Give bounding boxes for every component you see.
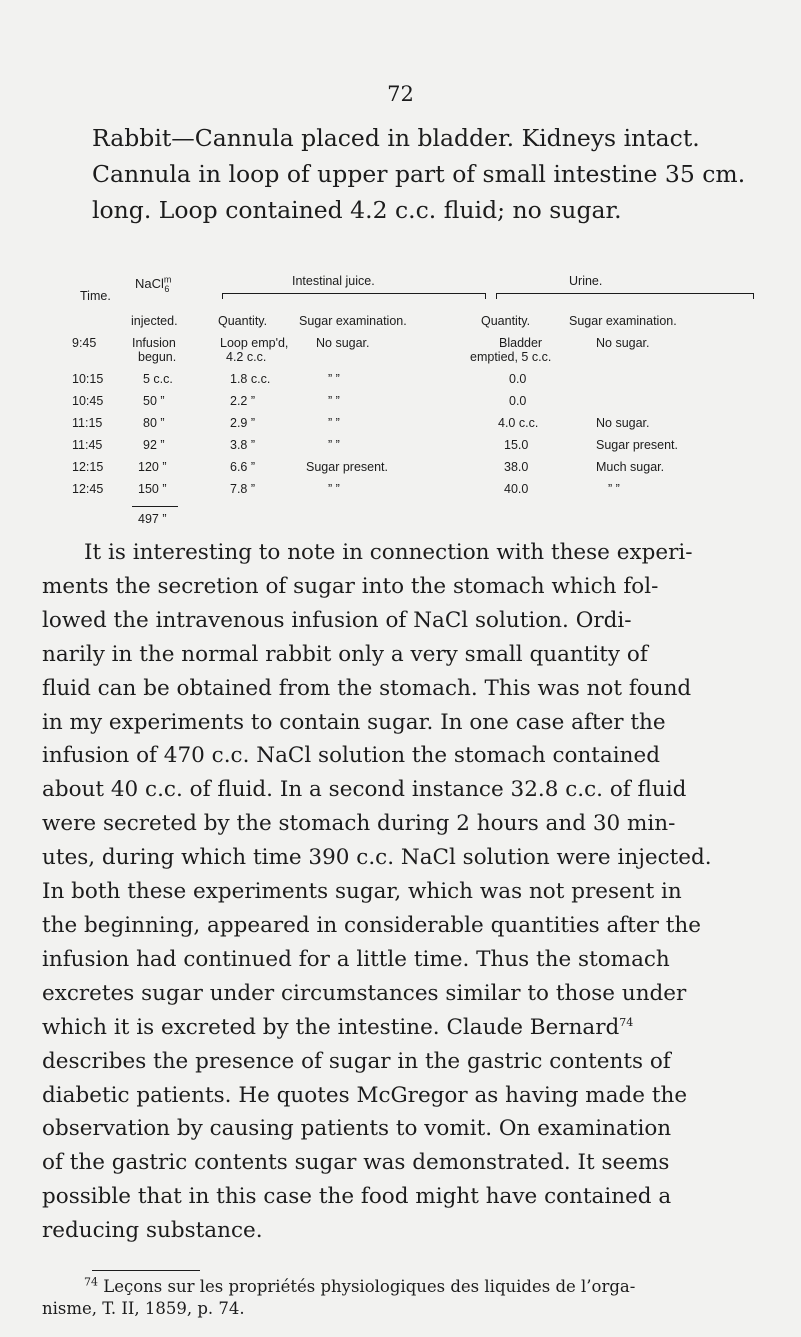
footnote-marker: 74 xyxy=(84,1275,98,1289)
cell-nacl: 80 ” xyxy=(143,416,165,430)
cell-nacl: 150 ” xyxy=(138,482,167,496)
header-int-sugar: Sugar examination. xyxy=(299,314,407,328)
cell-ur-sugar: Sugar present. xyxy=(596,438,678,452)
body-line: lowed the intravenous infusion of NaCl solution. Ordi- xyxy=(42,607,632,633)
body-line: describes the presence of sugar in the gastric contents of xyxy=(42,1048,671,1074)
cell-int-quantity: 3.8 ” xyxy=(230,438,256,452)
cell-ur-sugar: No sugar. xyxy=(596,416,650,430)
cell-nacl: 5 c.c. xyxy=(143,372,173,386)
header-nacl-injected: injected. xyxy=(131,314,178,328)
cell-ur-quantity: Bladder xyxy=(499,336,543,350)
body-line-with-ref: which it is excreted by the intestine. Claude Bernard$^{74}$ xyxy=(42,1014,634,1040)
cell-ur-quantity: 38.0 xyxy=(504,460,529,474)
header-ur-sugar: Sugar examination. xyxy=(569,314,677,328)
cell-time: 10:15 xyxy=(72,372,104,386)
nacl-total: 497 ” xyxy=(138,512,167,526)
footnote-line: Leçons sur les propriétés physiologiques des liquides de l’orga- xyxy=(103,1277,636,1296)
cell-int-sugar: Sugar present. xyxy=(306,460,388,474)
header-nacl: NaCl$^m_6$ xyxy=(135,274,172,294)
cell-int-sugar: No sugar. xyxy=(316,336,370,350)
footnote-line: nisme, T. II, 1859, p. 74. xyxy=(42,1299,245,1318)
header-time: Time. xyxy=(80,289,111,303)
cell-nacl: 50 ” xyxy=(143,394,165,408)
body-line: observation by causing patients to vomit. On examination xyxy=(42,1116,672,1142)
body-line: of the gastric contents sugar was demonstrated. It seems xyxy=(42,1150,670,1176)
cell-ur-sugar: Much sugar. xyxy=(596,460,665,474)
cell-time: 9:45 xyxy=(72,336,97,350)
body-line: about 40 c.c. of fluid. In a second instance 32.8 c.c. of fluid xyxy=(42,777,687,803)
body-line: narily in the normal rabbit only a very small quantity of xyxy=(42,641,648,667)
intro-line: Cannula in loop of upper part of small intestine 35 cm. xyxy=(92,160,746,188)
cell-ur-quantity: emptied, 5 c.c. xyxy=(470,350,552,364)
body-line: excretes sugar under circumstances similar to those under xyxy=(42,980,687,1006)
header-intestinal-juice: Intestinal juice. xyxy=(292,274,375,288)
body-line: infusion of 470 c.c. NaCl solution the stomach contained xyxy=(42,743,660,769)
body-line: possible that in this case the food might have contained a xyxy=(42,1184,672,1210)
cell-int-quantity: 2.2 ” xyxy=(230,394,256,408)
cell-nacl: Infusion xyxy=(132,336,176,350)
body-line: were secreted by the stomach during 2 hours and 30 min- xyxy=(42,811,676,837)
body-paragraph xyxy=(42,536,762,1248)
cell-int-quantity: Loop emp'd, xyxy=(220,336,289,350)
cell-int-quantity: 6.6 ” xyxy=(230,460,256,474)
body-line: in my experiments to contain sugar. In one case after the xyxy=(42,709,666,735)
body-line: It is interesting to note in connection with these experi- xyxy=(84,540,693,565)
cell-time: 11:45 xyxy=(72,438,103,452)
header-urine: Urine. xyxy=(569,274,603,288)
cell-int-sugar: ” ” xyxy=(328,416,340,430)
page-number: 72 xyxy=(387,82,414,106)
cell-nacl: 92 ” xyxy=(143,438,165,452)
footnote-rule xyxy=(92,1270,200,1271)
cell-ur-sugar: ” ” xyxy=(608,482,620,496)
cell-time: 10:45 xyxy=(72,394,104,408)
cell-ur-quantity: 0.0 xyxy=(509,394,527,408)
body-line: reducing substance. xyxy=(42,1218,263,1244)
cell-int-quantity: 1.8 c.c. xyxy=(230,372,271,386)
cell-ur-quantity: 0.0 xyxy=(509,372,527,386)
cell-int-sugar: ” ” xyxy=(328,482,340,496)
cell-time: 12:45 xyxy=(72,482,104,496)
cell-int-quantity: 2.9 ” xyxy=(230,416,256,430)
body-line: utes, during which time 390 c.c. NaCl solution were injected. xyxy=(42,845,712,871)
cell-int-sugar: ” ” xyxy=(328,438,340,452)
urine-brace xyxy=(496,293,754,294)
cell-ur-quantity: 15.0 xyxy=(504,438,529,452)
cell-nacl: 120 ” xyxy=(138,460,167,474)
footnote-ref: 74 xyxy=(619,1015,634,1029)
cell-ur-quantity: 40.0 xyxy=(504,482,529,496)
cell-int-sugar: ” ” xyxy=(328,372,340,386)
body-line: diabetic patients. He quotes McGregor as having made the xyxy=(42,1082,688,1108)
header-ur-quantity: Quantity. xyxy=(481,314,531,328)
cell-time: 12:15 xyxy=(72,460,104,474)
body-line: infusion had continued for a little time. Thus the stomach xyxy=(42,946,670,972)
total-rule xyxy=(132,506,178,507)
body-line: ments the secretion of sugar into the stomach which fol- xyxy=(42,573,659,599)
body-line: the beginning, appeared in considerable quantities after the xyxy=(42,912,701,938)
cell-int-quantity: 4.2 c.c. xyxy=(226,350,267,364)
intro-line: long. Loop contained 4.2 c.c. fluid; no sugar. xyxy=(92,196,622,224)
intro-paragraph xyxy=(92,120,752,228)
cell-nacl: begun. xyxy=(138,350,177,364)
cell-int-sugar: ” ” xyxy=(328,394,340,408)
cell-ur-sugar: No sugar. xyxy=(596,336,650,350)
intestinal-brace xyxy=(222,293,486,294)
header-int-quantity: Quantity. xyxy=(218,314,268,328)
cell-time: 11:15 xyxy=(72,416,103,430)
footnote xyxy=(42,1276,762,1320)
intro-line: Rabbit—Cannula placed in bladder. Kidneys intact. xyxy=(92,124,700,152)
cell-ur-quantity: 4.0 c.c. xyxy=(498,416,539,430)
cell-int-quantity: 7.8 ” xyxy=(230,482,256,496)
body-line: fluid can be obtained from the stomach. This was not found xyxy=(42,675,692,701)
body-line: In both these experiments sugar, which was not present in xyxy=(42,879,682,905)
